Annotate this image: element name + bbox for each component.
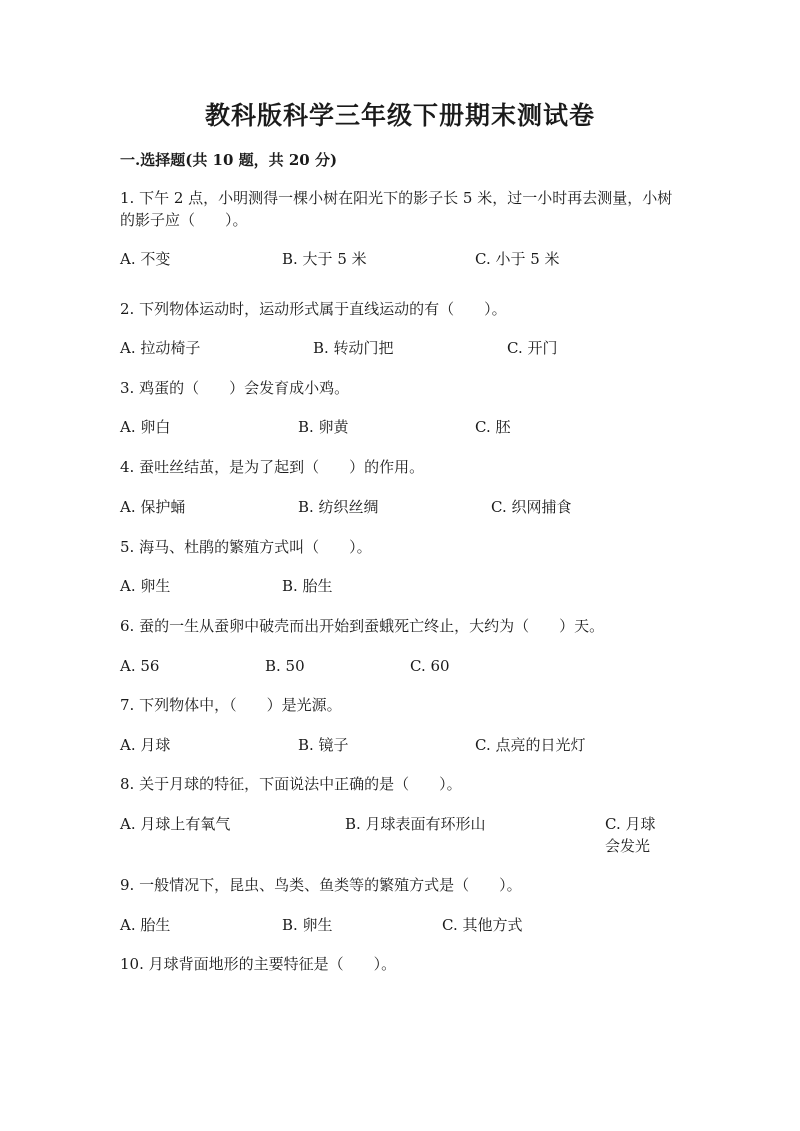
question-5: 5. 海马、杜鹃的繁殖方式叫（ ）。 — [120, 538, 372, 556]
option-1b: B. 大于 5 米 — [282, 250, 367, 268]
question-8: 8. 关于月球的特征，下面说法中正确的是（ ）。 — [120, 775, 462, 793]
question-2: 2. 下列物体运动时，运动形式属于直线运动的有（ ）。 — [120, 300, 507, 318]
option-7b: B. 镜子 — [298, 736, 349, 754]
option-6c: C. 60 — [410, 657, 450, 675]
options-1 — [120, 248, 680, 270]
option-8c: C. 月球会发光 — [605, 815, 656, 855]
option-8b: B. 月球表面有环形山 — [345, 815, 486, 833]
option-7c: C. 点亮的日光灯 — [475, 736, 586, 754]
option-4c: C. 织网捕食 — [491, 498, 572, 516]
option-2a: A. 拉动椅子 — [120, 339, 201, 357]
options-4 — [120, 496, 680, 518]
option-3b: B. 卵黄 — [298, 418, 349, 436]
option-6a: A. 56 — [120, 657, 160, 675]
options-3 — [120, 416, 680, 438]
option-7a: A. 月球 — [120, 736, 171, 754]
option-5b: B. 胎生 — [282, 577, 333, 595]
option-9c: C. 其他方式 — [442, 916, 523, 934]
options-9 — [120, 914, 680, 936]
section-heading: 一.选择题(共 10 题，共 20 分) — [120, 151, 338, 169]
option-8a: A. 月球上有氧气 — [120, 815, 231, 833]
option-6b: B. 50 — [265, 657, 305, 675]
option-3a: A. 卵白 — [120, 418, 171, 436]
option-9a: A. 胎生 — [120, 916, 171, 934]
options-5 — [120, 575, 680, 597]
options-2 — [120, 337, 680, 359]
question-7: 7. 下列物体中，（ ）是光源。 — [120, 696, 342, 714]
exam-title: 教科版科学三年级下册期末测试卷 — [204, 101, 595, 130]
option-3c: C. 胚 — [475, 418, 511, 436]
question-10: 10. 月球背面地形的主要特征是（ ）。 — [120, 955, 397, 973]
option-1c: C. 小于 5 米 — [475, 250, 560, 268]
option-5a: A. 卵生 — [120, 577, 171, 595]
option-4b: B. 纺织丝绸 — [298, 498, 379, 516]
option-2b: B. 转动门把 — [313, 339, 394, 357]
options-8 — [120, 813, 680, 855]
question-9: 9. 一般情况下，昆虫、鸟类、鱼类等的繁殖方式是（ ）。 — [120, 876, 522, 894]
option-2c: C. 开门 — [507, 339, 558, 357]
option-9b: B. 卵生 — [282, 916, 333, 934]
option-4a: A. 保护蛹 — [120, 498, 186, 516]
question-4: 4. 蚕吐丝结茧，是为了起到（ ）的作用。 — [120, 458, 425, 476]
question-3: 3. 鸡蛋的（ ）会发育成小鸡。 — [120, 379, 350, 397]
question-6: 6. 蚕的一生从蚕卵中破壳而出开始到蚕蛾死亡终止，大约为（ ）天。 — [120, 617, 605, 635]
options-6 — [120, 655, 680, 677]
options-7 — [120, 734, 680, 756]
option-1a: A. 不变 — [120, 250, 171, 268]
question-1: 1. 下午 2 点，小明测得一棵小树在阳光下的影子长 5 米，过一小时再去测量，小树的影子应（ ）。 — [120, 189, 673, 229]
